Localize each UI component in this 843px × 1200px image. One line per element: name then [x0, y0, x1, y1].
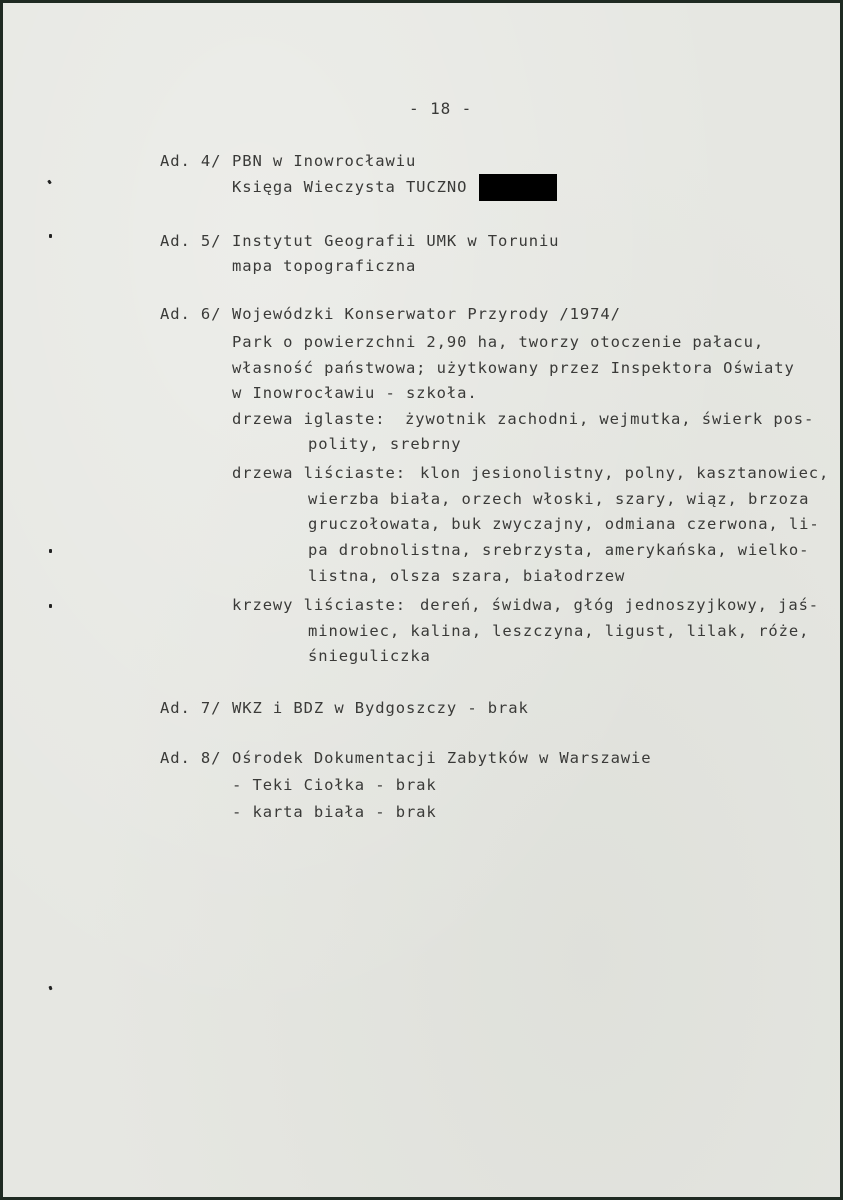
- entry-label-6: Ad. 6/: [160, 305, 222, 323]
- entry-8-item-1: - Teki Ciołka - brak: [232, 776, 437, 794]
- margin-mark: [48, 986, 52, 991]
- group-deciduous-trees-line-4: pa drobnolistna, srebrzysta, amerykańska, wielko-: [308, 541, 810, 559]
- group-deciduous-trees-line-2: wierzba biała, orzech włoski, szary, wiąz, brzoza: [308, 490, 810, 508]
- entry-label-7: Ad. 7/: [160, 699, 222, 717]
- margin-mark: [49, 234, 52, 238]
- margin-mark: [49, 549, 52, 553]
- group-deciduous-trees-line-1: klon jesionolistny, polny, kasztanowiec,: [420, 464, 830, 482]
- entry-6-line-2: Park o powierzchni 2,90 ha, tworzy otoczenie pałacu,: [232, 333, 765, 351]
- page-number: - 18 -: [409, 99, 473, 118]
- group-heading-conifers: drzewa iglaste:: [232, 410, 386, 428]
- document-page: [3, 3, 840, 1197]
- entry-5-line-1: Instytut Geografii UMK w Toruniu: [232, 232, 560, 250]
- entry-6-line-3: własność państwowa; użytkowany przez Inspektora Oświaty: [232, 359, 795, 377]
- entry-8-item-2: - karta biała - brak: [232, 803, 437, 821]
- group-conifers-line-2: polity, srebrny: [308, 435, 462, 453]
- group-deciduous-trees-line-5: listna, olsza szara, białodrzew: [308, 567, 626, 585]
- group-deciduous-shrubs-line-1: dereń, świdwa, głóg jednoszyjkowy, jaś-: [420, 596, 820, 614]
- entry-7-line-1: WKZ i BDZ w Bydgoszczy - brak: [232, 699, 529, 717]
- entry-5-line-2: mapa topograficzna: [232, 257, 417, 275]
- entry-8-line-1: Ośrodek Dokumentacji Zabytków w Warszawie: [232, 749, 652, 767]
- entry-4-line-2: Księga Wieczysta TUCZNO: [232, 178, 468, 196]
- group-deciduous-shrubs-line-3: śnieguliczka: [308, 647, 431, 665]
- entry-label-4: Ad. 4/: [160, 152, 222, 170]
- group-heading-deciduous-trees: drzewa liściaste:: [232, 464, 406, 482]
- entry-label-5: Ad. 5/: [160, 232, 222, 250]
- group-conifers-line-1: żywotnik zachodni, wejmutka, świerk pos-: [405, 410, 815, 428]
- entry-4-line-1: PBN w Inowrocławiu: [232, 152, 417, 170]
- redaction-box: [479, 174, 557, 201]
- entry-label-8: Ad. 8/: [160, 749, 222, 767]
- margin-mark: [47, 180, 52, 185]
- entry-6-line-4: w Inowrocławiu - szkoła.: [232, 384, 478, 402]
- group-deciduous-trees-line-3: gruczołowata, buk zwyczajny, odmiana czerwona, li-: [308, 515, 820, 533]
- group-deciduous-shrubs-line-2: minowiec, kalina, leszczyna, ligust, lilak, róże,: [308, 622, 810, 640]
- group-heading-deciduous-shrubs: krzewy liściaste:: [232, 596, 406, 614]
- margin-mark: [49, 604, 52, 608]
- entry-6-line-1: Wojewódzki Konserwator Przyrody /1974/: [232, 305, 621, 323]
